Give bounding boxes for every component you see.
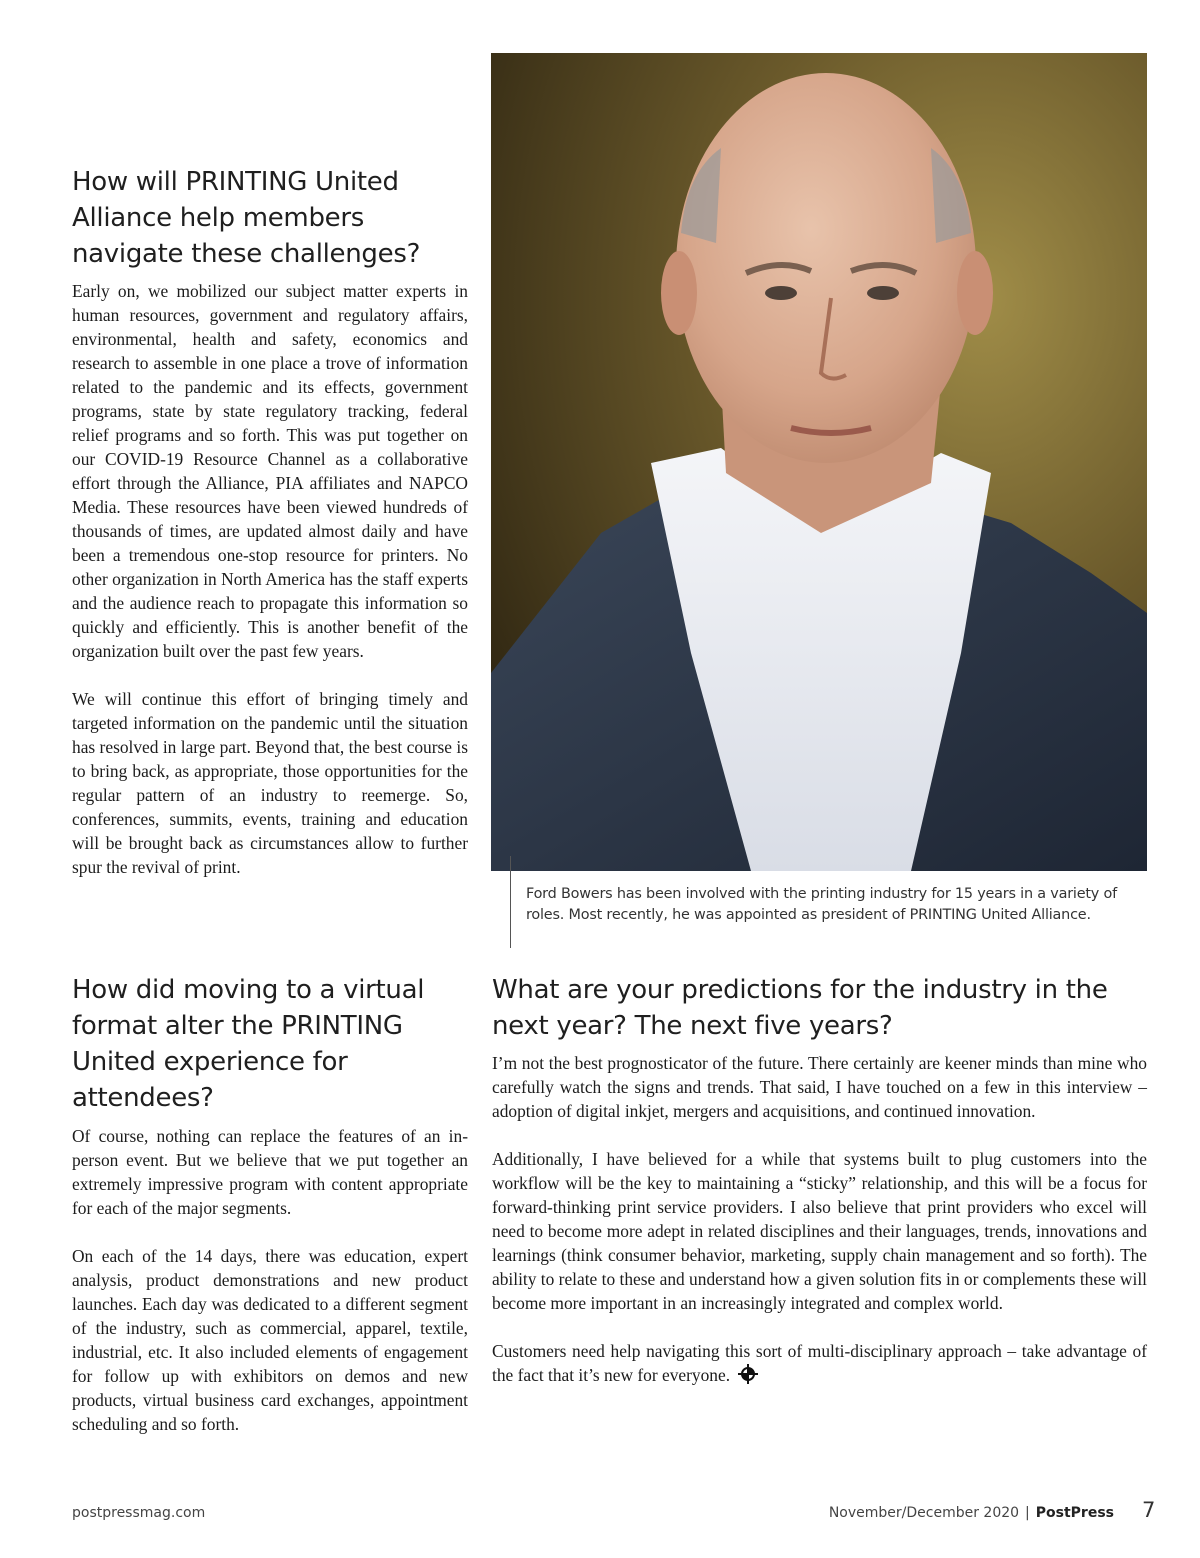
page-number: 7 <box>1142 1498 1156 1522</box>
portrait-photo <box>491 53 1147 871</box>
paragraph: Additionally, I have believed for a while that systems built to plug customers into the workflow will be the key to maintaining a “sticky” relationship, and this will be a focus for forward-thinking print service providers. I also believe that print providers who excel will need to become more adept in related disciplines and their languages, trends, innovations and learnings (think consumer behavior, marketing, supply chain management and so forth). The ability to relate to these and understand how a given solution fits in or complements these will become more important in an increasingly integrated and complex world. <box>492 1149 1147 1313</box>
registration-mark-icon <box>738 1364 758 1390</box>
footer-separator: | <box>1025 1505 1030 1521</box>
footer-publication: PostPress <box>1035 1505 1114 1521</box>
footer-issue-info <box>829 1505 1114 1521</box>
paragraph: Early on, we mobilized our subject matter experts in human resources, government and regulatory affairs, environmental, health and safety, economics and research to assemble in one place a trove of information related to the pandemic and its effects, government programs, state by state regulatory tracking, federal relief programs and so forth. This was put together on our COVID-19 Resource Channel as a collaborative effort through the Alliance, PIA affiliates and NAPCO Media. These resources have been viewed hundreds of thousands of times, are updated almost daily and have been a tremendous one-stop resource for printers. No other organization in North America has the staff experts and the audience reach to propagate this information so quickly and efficiently. This is another benefit of the organization built over the past few years. <box>72 281 468 661</box>
section-body-predictions <box>492 1051 1147 1390</box>
section-body-alliance-help <box>72 279 468 879</box>
paragraph: I’m not the best prognosticator of the future. There certainly are keener minds than mine who carefully watch the signs and trends. That said, I have touched on a few in this interview – adoption of digital inkjet, mergers and acquisitions, and continued innovation. <box>492 1053 1147 1121</box>
caption-divider <box>510 856 511 948</box>
photo-caption: Ford Bowers has been involved with the printing industry for 15 years in a variety of roles. Most recently, he was appointed as president of PRINTING United Alliance. <box>526 886 1117 923</box>
section-heading-alliance-help: How will PRINTING United Alliance help members navigate these challenges? <box>72 167 421 269</box>
paragraph: We will continue this effort of bringing timely and targeted information on the pandemic until the situation has resolved in large part. Beyond that, the best course is to bring back, as appropriate, those opportunities for the regular pattern of an industry to reemerge. So, conferences, summits, events, training and education will be brought back as circumstances allow to further spur the revival of print. <box>72 689 468 877</box>
footer-website: postpressmag.com <box>72 1505 206 1521</box>
paragraph-final-text: Customers need help navigating this sort of multi-disciplinary approach – take advantage of the fact that it’s new for everyone. <box>492 1341 1147 1385</box>
portrait-illustration <box>491 53 1147 871</box>
section-body-virtual-format <box>72 1124 468 1436</box>
section-heading-virtual-format: How did moving to a virtual format alter the PRINTING United experience for attendees? <box>72 975 425 1113</box>
paragraph: On each of the 14 days, there was education, expert analysis, product demonstrations and new product launches. Each day was dedicated to a different segment of the industry, such as commercial, apparel, textile, industrial, etc. It also included elements of engagement for follow up with exhibitors on demos and new products, virtual business card exchanges, appointment scheduling and so forth. <box>72 1246 468 1434</box>
footer-issue-date: November/December 2020 <box>828 1505 1020 1521</box>
paragraph: Of course, nothing can replace the features of an in-person event. But we believe that we put together an extremely impressive program with content appropriate for each of the major segments. <box>72 1126 468 1218</box>
paragraph-final <box>492 1339 1147 1390</box>
section-heading-predictions: What are your predictions for the industry in the next year? The next five years? <box>492 975 1108 1041</box>
